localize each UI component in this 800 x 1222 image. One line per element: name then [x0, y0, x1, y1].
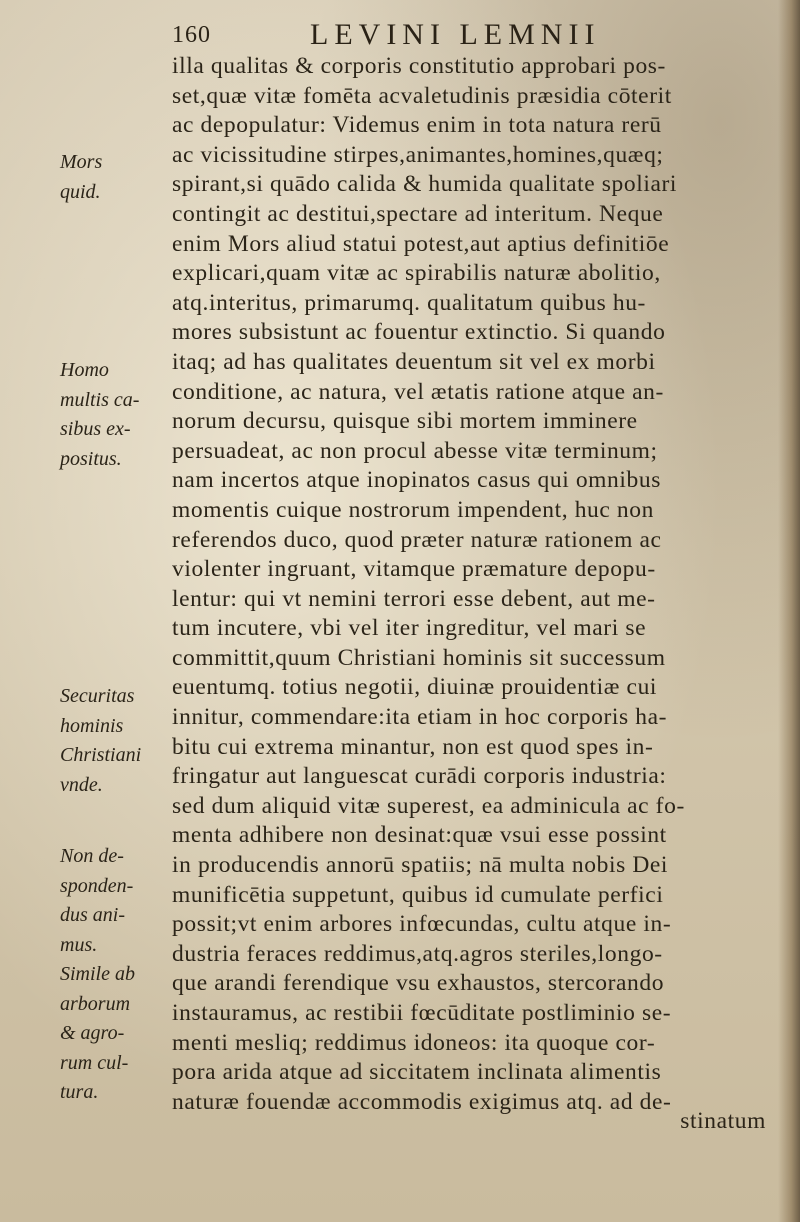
margin-note-line: quid. [60, 180, 101, 203]
margin-note-securitas [60, 682, 141, 800]
margin-note-line: arborum [60, 992, 131, 1015]
text-line: lentur: qui vt nemini terrori esse debent, aut me- [172, 585, 656, 612]
text-line: set,quæ vitæ fomēta acvaletudinis præsidia cōterit [172, 82, 672, 109]
text-line: momentis cuique nostrorum impendent, huc non [172, 496, 654, 523]
margin-note-simile [60, 960, 135, 1108]
margin-note-line: Simile ab [60, 963, 135, 985]
text-line: nam incertos atque inopinatos casus qui omnibus [172, 467, 661, 494]
page-number: 160 [172, 22, 211, 48]
margin-note-line: Mors [60, 151, 103, 173]
body-text [172, 52, 784, 1117]
text-line: enim Mors aliud statui potest,aut aptius definitiōe [172, 230, 670, 257]
margin-note-line: multis ca- [60, 388, 140, 411]
text-line: mores subsistunt ac fouentur extinctio. Si quando [172, 319, 666, 346]
margin-note-line: tura. [60, 1081, 99, 1104]
margin-note-line: sibus ex- [60, 418, 131, 441]
text-line: spirant,si quādo calida & humida qualitate spoliari [172, 171, 678, 198]
margin-note-line: hominis [60, 714, 124, 737]
margin-note-line: positus. [60, 447, 122, 470]
text-line: itaq; ad has qualitates deuentum sit vel ex morbi [172, 348, 656, 375]
text-line: instauramus, ac restibii fœcūditate postliminio se- [172, 1000, 672, 1026]
text-line: norum decursu, quisque sibi mortem imminere [172, 408, 638, 435]
margin-note-line: mus. [60, 933, 98, 956]
margin-note-line: dus ani- [60, 904, 125, 927]
text-line: ac depopulatur: Videmus enim in tota natura rerū [172, 112, 662, 139]
text-line: conditione, ac natura, vel ætatis ratione atque an- [172, 378, 664, 405]
text-line: naturæ fouendæ accommodis exigimus atq. ad de- [172, 1088, 672, 1115]
text-line: contingit ac destitui,spectare ad interitum. Neque [172, 200, 664, 227]
margin-note-non-desponden [60, 842, 133, 960]
margin-note-line: rum cul- [60, 1051, 129, 1074]
text-line: que arandi ferendique vsu exhaustos, stercorando [172, 970, 665, 997]
text-line: euentumq. totius negotii, diuinæ prouidentiæ cui [172, 674, 658, 701]
text-line: referendos duco, quod præter naturæ rationem ac [172, 526, 662, 553]
text-line: ac vicissitudine stirpes,animantes,homines,quæq; [172, 141, 664, 168]
margin-note-line: & agro- [60, 1022, 125, 1045]
running-title: LEVINI LEMNII [310, 18, 601, 51]
margin-note-homo [60, 356, 139, 474]
text-line: explicari,quam vitæ ac spirabilis naturæ abolitio, [172, 260, 661, 287]
text-line: menta adhibere non desinat:quæ vsui esse possint [172, 822, 667, 849]
text-line: possit;vt enim arbores infœcundas, cultu atque in- [172, 911, 672, 938]
text-line: in producendis annorū spatiis; nā multa nobis Dei [172, 852, 669, 879]
margin-note-line: Homo [60, 359, 109, 381]
text-line: committit,quum Christiani hominis sit successum [172, 644, 666, 671]
catchword: stinatum [680, 1108, 766, 1134]
text-line: fringatur aut languescat curādi corporis industria: [172, 763, 667, 790]
text-line: innitur, commendare:ita etiam in hoc corporis ha- [172, 704, 668, 731]
text-line: illa qualitas & corporis constitutio approbari pos- [172, 53, 666, 79]
margin-note-line: Securitas [60, 685, 135, 707]
text-line: persuadeat, ac non procul abesse vitæ terminum; [172, 437, 658, 464]
margin-note-mors [60, 148, 102, 207]
margin-note-line: vnde. [60, 773, 103, 796]
text-line: munificētia suppetunt, quibus id cumulate perfici [172, 881, 664, 908]
text-line: violenter ingruant, vitamque præmature depopu- [172, 556, 656, 583]
margin-note-line: Christiani [60, 744, 142, 767]
text-line: menti mesliq; reddimus idoneos: ita quoque cor- [172, 1029, 656, 1056]
text-line: pora arida atque ad siccitatem inclinata alimentis [172, 1059, 662, 1086]
margin-note-line: sponden- [60, 874, 134, 897]
text-line: atq.interitus, primarumq. qualitatum quibus hu- [172, 289, 646, 316]
text-line: dustria feraces reddimus,atq.agros steriles,longo- [172, 940, 663, 967]
text-line: tum incutere, vbi vel iter ingreditur, vel mari se [172, 615, 647, 642]
text-line: sed dum aliquid vitæ superest, ea adminicula ac fo- [172, 792, 685, 819]
text-line: bitu cui extrema minantur, non est quod spes in- [172, 733, 654, 760]
margin-note-line: Non de- [60, 845, 124, 867]
